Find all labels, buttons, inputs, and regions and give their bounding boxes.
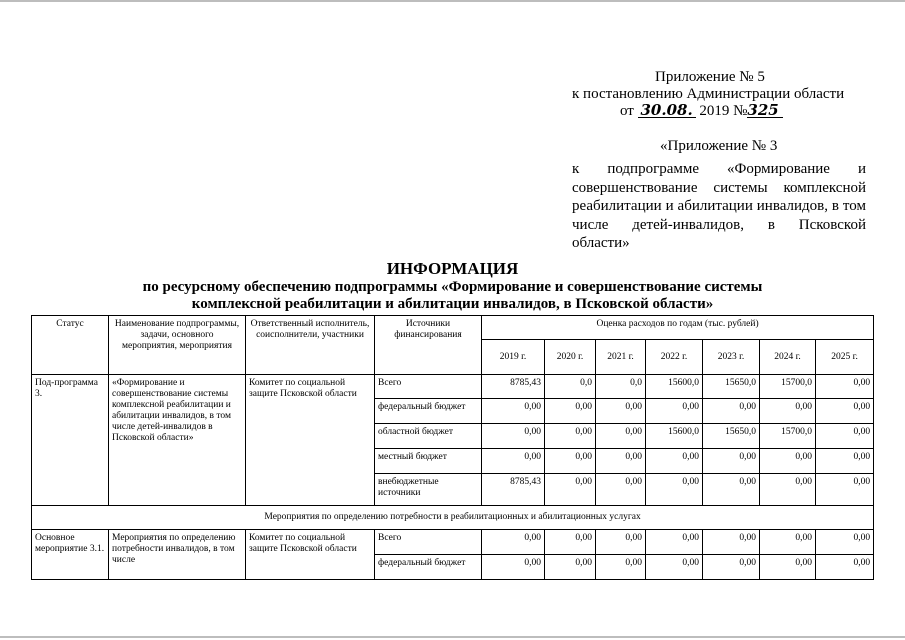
handwritten-date: 30.08. (638, 103, 696, 118)
doc-subtitle-line2: комплексной реабилитации и абилитации инвалидов, в Псковской области» (191, 296, 714, 312)
value-cell: 0,00 (545, 530, 596, 555)
value-cell: 0,00 (816, 555, 874, 580)
value-cell: 0,00 (596, 399, 646, 424)
value-cell: 0,00 (760, 474, 816, 506)
col-estimate-header: Оценка расходов по годам (тыс. рублей) (482, 316, 874, 340)
resolution-date-line (620, 102, 783, 120)
value-cell: 15650,0 (703, 375, 760, 399)
value-cell: 15700,0 (760, 424, 816, 449)
source-cell: внебюджетные источники (375, 474, 482, 506)
source-cell: федеральный бюджет (375, 555, 482, 580)
value-cell: 0,00 (646, 474, 703, 506)
col-name-header: Наименование подпрограммы, задачи, основного мероприятия, мероприятия (109, 316, 246, 375)
value-cell: 0,00 (816, 449, 874, 474)
executor-cell: Комитет по социальной защите Псковской области (246, 375, 375, 506)
appendix3-text: к подпрограмме «Формирование и совершенствование системы комплексной реабилитации и абилитации инвалидов, в том числе детей-инвалидов, в Псковской области» (572, 161, 866, 251)
doc-title: ИНФОРМАЦИЯ (386, 259, 519, 278)
value-cell: 0,00 (703, 399, 760, 424)
value-cell: 0,00 (760, 449, 816, 474)
doc-subtitle-line1: по ресурсному обеспечению подпрограммы «Формирование и совершенствование системы (142, 279, 763, 295)
col-status-header: Статус (32, 316, 109, 375)
value-cell: 15650,0 (703, 424, 760, 449)
value-cell: 0,00 (596, 555, 646, 580)
value-cell: 0,00 (646, 555, 703, 580)
name-cell: Мероприятия по определению потребности инвалидов, в том числе (109, 530, 246, 580)
value-cell: 15600,0 (646, 375, 703, 399)
source-cell: областной бюджет (375, 424, 482, 449)
value-cell: 0,00 (482, 399, 545, 424)
status-cell: Основное мероприятие 3.1. (32, 530, 109, 580)
value-cell: 0,0 (545, 375, 596, 399)
col-executor-header: Ответственный исполнитель, соисполнители, участники (246, 316, 375, 375)
value-cell: 0,00 (596, 424, 646, 449)
value-cell: 0,00 (816, 474, 874, 506)
from-label: от (620, 103, 634, 119)
section-row (32, 506, 874, 530)
value-cell: 0,00 (596, 530, 646, 555)
value-cell: 0,00 (760, 530, 816, 555)
name-cell: «Формирование и совершенствование системы комплексной реабилитации и абилитации инвалидов, в том числе детей-инвалидов в Псковской области» (109, 375, 246, 506)
value-cell: 0,00 (816, 424, 874, 449)
value-cell: 0,00 (596, 449, 646, 474)
status-cell: Под-программа 3. (32, 375, 109, 506)
value-cell: 15700,0 (760, 375, 816, 399)
value-cell: 0,00 (482, 530, 545, 555)
value-cell: 0,00 (646, 530, 703, 555)
value-cell: 0,00 (545, 399, 596, 424)
table-row (32, 530, 874, 555)
source-cell: федеральный бюджет (375, 399, 482, 424)
year-header: 2021 г. (596, 340, 646, 375)
year-header: 2025 г. (816, 340, 874, 375)
source-cell: Всего (375, 530, 482, 555)
value-cell: 0,00 (816, 399, 874, 424)
value-cell: 0,00 (760, 399, 816, 424)
value-cell: 8785,43 (482, 474, 545, 506)
value-cell: 0,00 (596, 474, 646, 506)
value-cell: 0,00 (545, 449, 596, 474)
value-cell: 0,00 (545, 555, 596, 580)
value-cell: 0,00 (816, 375, 874, 399)
handwritten-number: 325 (747, 103, 783, 118)
source-cell: Всего (375, 375, 482, 399)
value-cell: 15600,0 (646, 424, 703, 449)
col-source-header: Источники финансирования (375, 316, 482, 375)
value-cell: 0,00 (482, 555, 545, 580)
year-header: 2024 г. (760, 340, 816, 375)
value-cell: 8785,43 (482, 375, 545, 399)
source-cell: местный бюджет (375, 449, 482, 474)
appendix-label: Приложение № 5 (655, 69, 765, 85)
value-cell: 0,00 (703, 530, 760, 555)
value-cell: 0,00 (482, 449, 545, 474)
value-cell: 0,00 (703, 555, 760, 580)
resource-table (31, 315, 874, 580)
value-cell: 0,00 (646, 399, 703, 424)
value-cell: 0,0 (596, 375, 646, 399)
table-row (32, 375, 874, 399)
year-header: 2019 г. (482, 340, 545, 375)
appendix3-title: «Приложение № 3 (660, 138, 778, 154)
executor-cell: Комитет по социальной защите Псковской области (246, 530, 375, 580)
value-cell: 0,00 (760, 555, 816, 580)
value-cell: 0,00 (545, 424, 596, 449)
resolution-label: к постановлению Администрации области (572, 86, 845, 102)
year-header: 2023 г. (703, 340, 760, 375)
value-cell: 0,00 (703, 474, 760, 506)
value-cell: 0,00 (816, 530, 874, 555)
year-number-label: 2019 № (699, 103, 748, 119)
section-title: Мероприятия по определению потребности в реабилитационных и абилитационных услугах (32, 506, 874, 530)
value-cell: 0,00 (703, 449, 760, 474)
table-header-row (32, 316, 874, 340)
value-cell: 0,00 (545, 474, 596, 506)
scan-edge-bottom (0, 636, 905, 638)
year-header: 2022 г. (646, 340, 703, 375)
year-header: 2020 г. (545, 340, 596, 375)
value-cell: 0,00 (646, 449, 703, 474)
scan-edge-top (0, 0, 905, 2)
value-cell: 0,00 (482, 424, 545, 449)
